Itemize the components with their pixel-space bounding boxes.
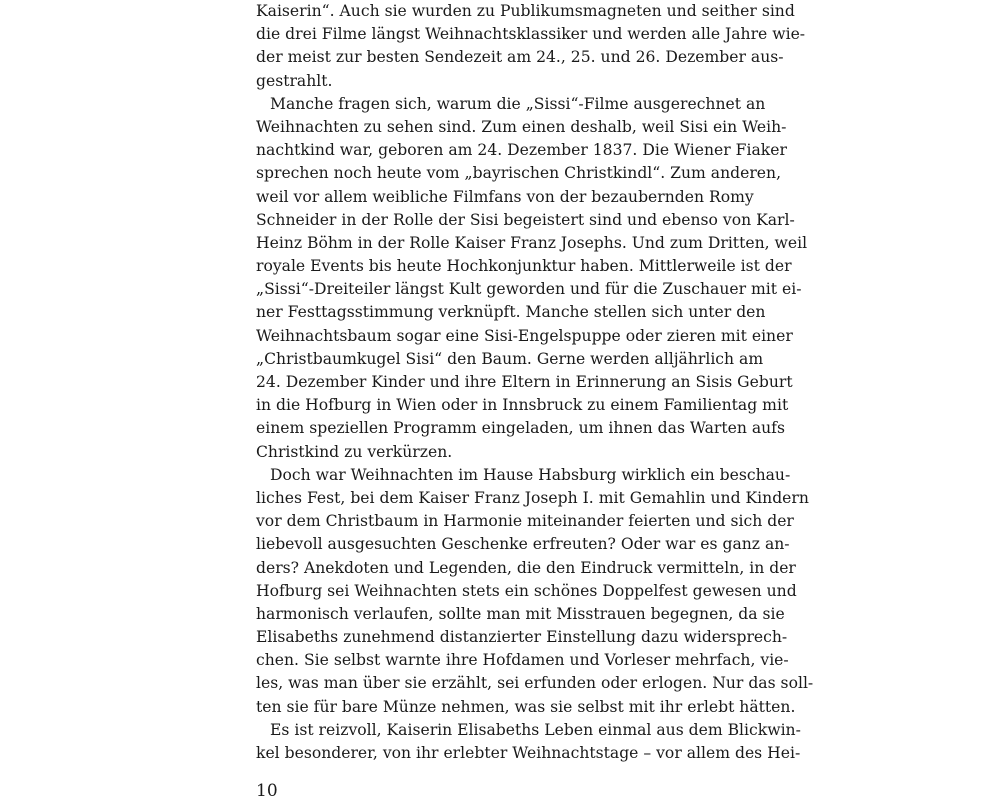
text-line: kel besonderer, von ihr erlebter Weihnachtstage – vor allem des Hei- xyxy=(256,744,801,762)
text-line: „Sissi“-Dreiteiler längst Kult geworden und für die Zuschauer mit ei- xyxy=(256,280,802,299)
text-line: les, was man über sie erzählt, sei erfunden oder erlogen. Nur das soll- xyxy=(256,674,814,693)
text-line: Doch war Weihnachten im Hause Habsburg wirklich ein beschau- xyxy=(270,465,791,484)
text-line: Es ist reizvoll, Kaiserin Elisabeths Leben einmal aus dem Blickwin- xyxy=(270,720,801,739)
text-line: Weihnachten zu sehen sind. Zum einen deshalb, weil Sisi ein Weih- xyxy=(256,117,787,136)
text-line: Elisabeths zunehmend distanzierter Einstellung dazu widersprech- xyxy=(256,628,788,647)
body-text xyxy=(256,0,814,765)
text-line: ten sie für bare Münze nehmen, was sie selbst mit ihr erlebt hätten. xyxy=(256,697,796,716)
text-line: Manche fragen sich, warum die „Sissi“-Filme ausgerechnet an xyxy=(270,94,766,113)
text-line: gestrahlt. xyxy=(256,71,333,90)
text-line: harmonisch verlaufen, sollte man mit Misstrauen begegnen, da sie xyxy=(256,604,785,623)
text-line: liebevoll ausgesuchten Geschenke erfreuten? Oder war es ganz an- xyxy=(256,535,790,554)
text-line: 24. Dezember Kinder und ihre Eltern in Erinnerung an Sisis Geburt xyxy=(256,373,793,391)
text-line: Schneider in der Rolle der Sisi begeistert sind und ebenso von Karl- xyxy=(256,210,795,229)
text-line: Kaiserin“. Auch sie wurden zu Publikumsmagneten und seither sind xyxy=(256,2,795,20)
text-line: Heinz Böhm in der Rolle Kaiser Franz Josephs. Und zum Dritten, weil xyxy=(256,233,808,252)
text-line: weil vor allem weibliche Filmfans von der bezaubernden Romy xyxy=(256,187,754,206)
text-line: Weihnachtsbaum sogar eine Sisi-Engelspuppe oder zieren mit einer xyxy=(256,326,793,345)
text-line: Christkind zu verkürzen. xyxy=(256,442,453,461)
text-line: vor dem Christbaum in Harmonie miteinander feierten und sich der xyxy=(256,512,794,531)
text-line: Hofburg sei Weihnachten stets ein schönes Doppelfest gewesen und xyxy=(256,581,797,600)
text-line: die drei Filme längst Weihnachtsklassiker und werden alle Jahre wie- xyxy=(256,25,806,44)
text-line: ders? Anekdoten und Legenden, die den Eindruck vermitteln, in der xyxy=(256,558,796,577)
text-line: sprechen noch heute vom „bayrischen Christkindl“. Zum anderen, xyxy=(256,164,782,183)
page-number: 10 xyxy=(256,781,278,801)
text-line: nachtkind war, geboren am 24. Dezember 1837. Die Wiener Fiaker xyxy=(256,141,787,160)
text-line: „Christbaumkugel Sisi“ den Baum. Gerne werden alljährlich am xyxy=(256,349,764,368)
text-line: einem speziellen Programm eingeladen, um ihnen das Warten aufs xyxy=(256,419,785,438)
text-line: royale Events bis heute Hochkonjunktur haben. Mittlerweile ist der xyxy=(256,257,792,276)
text-line: in die Hofburg in Wien oder in Innsbruck zu einem Familientag mit xyxy=(256,396,789,415)
text-line: chen. Sie selbst warnte ihre Hofdamen und Vorleser mehrfach, vie- xyxy=(256,651,789,670)
text-line: der meist zur besten Sendezeit am 24., 25. und 26. Dezember aus- xyxy=(256,48,784,67)
text-line: ner Festtagsstimmung verknüpft. Manche stellen sich unter den xyxy=(256,303,766,322)
text-line: liches Fest, bei dem Kaiser Franz Joseph I. mit Gemahlin und Kindern xyxy=(256,488,809,507)
